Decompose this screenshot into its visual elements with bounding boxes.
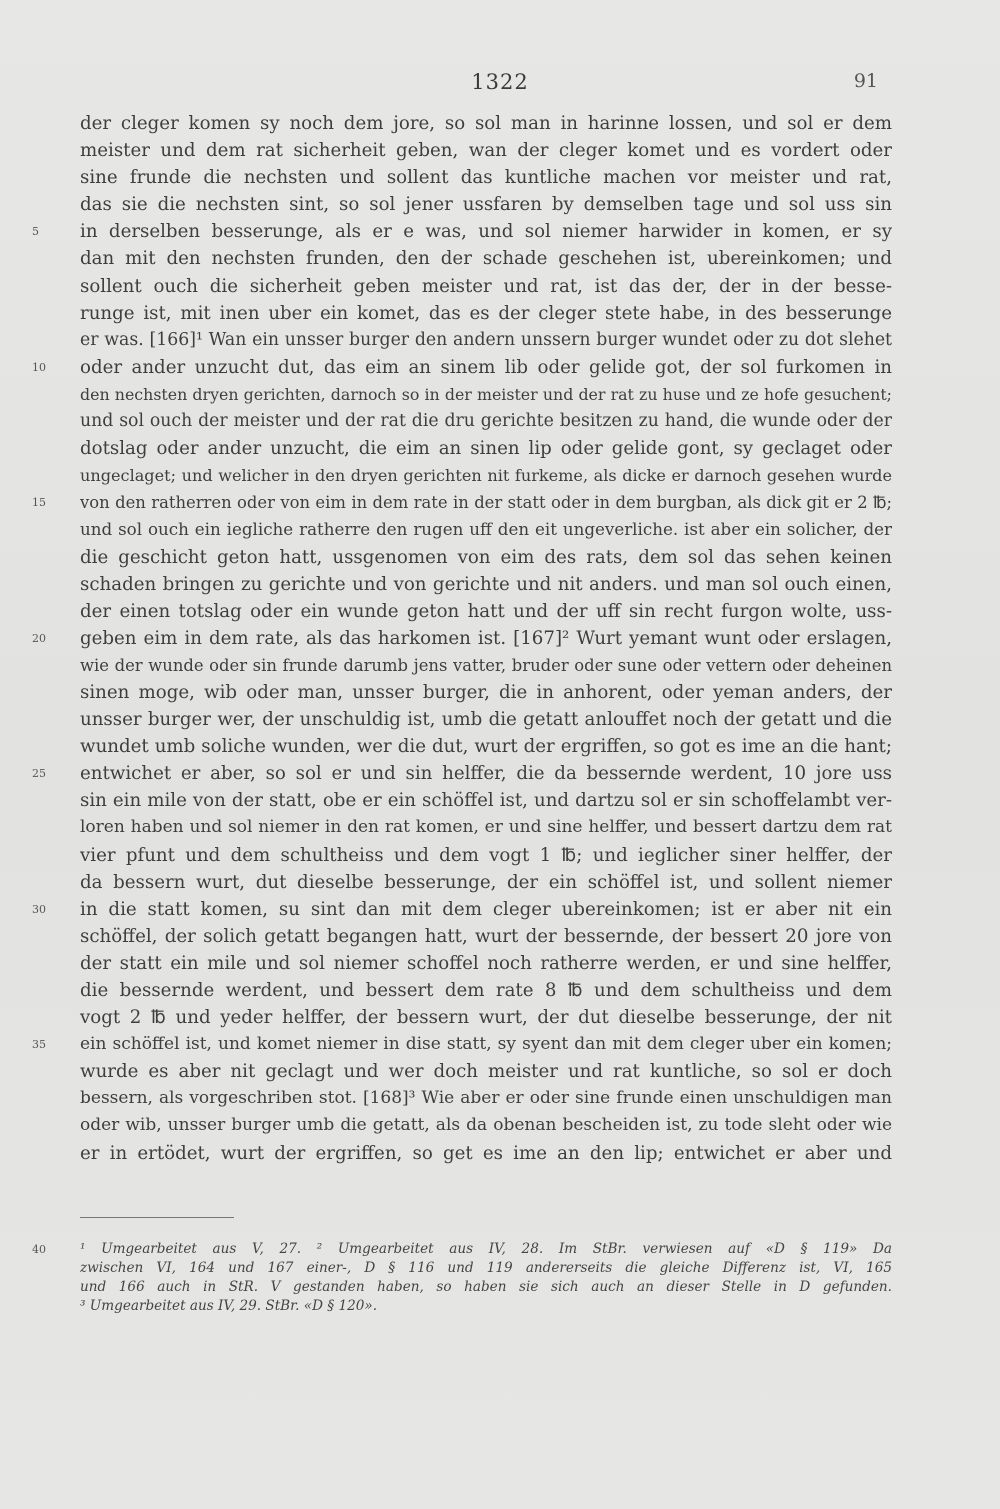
text-line: meister und dem rat sicherheit geben, wan der cleger komet und es vordert oder: [80, 140, 892, 162]
text-line-numbered: [32, 218, 892, 245]
footnotes-block: [32, 1240, 892, 1316]
text-line-content: in derselben besserunge, als er e was, und sol niemer harwider in komen, er sy: [80, 221, 892, 243]
text-line: der cleger komen sy noch dem jore, so sol man in harinne lossen, und sol er dem: [80, 113, 892, 134]
text-line-content: oder ander unzucht dut, das eim an sinem lib oder gelide got, der sol furkomen in: [80, 356, 892, 378]
text-line: dan mit den nechsten frunden, den der schade geschehen ist, ubereinkomen; und: [80, 248, 892, 270]
text-line-content: von den ratherren oder von eim in dem rate in der statt oder in dem burgban, als dick git er 2 ℔;: [80, 493, 892, 513]
text-line: schöffel, der solich getatt begangen hatt, wurt der bessernde, der bessert 20 jore von: [80, 925, 892, 947]
text-line: runge ist, mit inen uber ein komet, das es der cleger stete habe, in des besserunge: [80, 302, 892, 324]
text-line: sollent ouch die sicherheit geben meister und rat, ist das der, der in der besse-: [80, 275, 892, 297]
text-line: der einen totslag oder ein wunde geton hatt und der uff sin recht furgon wolte, uss-: [80, 600, 892, 622]
text-line: vogt 2 ℔ und yeder helffer, der bessern wurt, der dut dieselbe besserunge, der nit: [80, 1007, 892, 1029]
text-line: oder wib, unsser burger umb die getatt, als da obenan bescheiden ist, zu tode sleht oder wie: [80, 1115, 892, 1136]
line-number: 5: [32, 225, 39, 239]
footnote-line: zwischen VI, 164 und 167 einer-, D § 116 und 119 andererseits die gleiche Differenz ist, VI, 165: [80, 1260, 892, 1276]
text-line: wurde es aber nit geclagt und wer doch meister und rat kuntliche, so sol er doch: [80, 1061, 892, 1083]
text-line: unsser burger wer, der unschuldig ist, umb die getatt anlouffet noch der getatt und die: [80, 709, 892, 731]
text-line: schaden bringen zu gerichte und von gerichte und nit anders. und man sol ouch einen,: [80, 573, 892, 595]
text-line-content: ein schöffel ist, und komet niemer in dise statt, sy syent dan mit dem cleger uber ein komen;: [80, 1034, 892, 1055]
text-line: loren haben und sol niemer in den rat komen, er und sine helffer, und bessert dartzu dem rat: [80, 817, 892, 838]
text-line-content: entwichet er aber, so sol er und sin helffer, die da bessernde werdent, 10 jore uss: [80, 763, 892, 785]
text-line-numbered: [32, 896, 892, 923]
text-line: sinen moge, wib oder man, unsser burger, die in anhorent, oder yeman anders, der: [80, 681, 892, 703]
text-line: er was. [166]¹ Wan ein unsser burger den andern unssern burger wundet oder zu dot slehet: [80, 329, 892, 350]
text-line: dotslag oder ander unzucht, die eim an sinen lip oder gelide gont, sy geclaget oder: [80, 438, 892, 460]
text-line: er in ertödet, wurt der ergriffen, so get es ime an den lip; entwichet er aber und: [80, 1142, 892, 1164]
text-line: und sol ouch ein iegliche ratherre den rugen uff den eit ungeverliche. ist aber ein solicher, der: [80, 519, 892, 540]
text-line: sine frunde die nechsten und sollent das kuntliche machen vor meister und rat,: [80, 167, 892, 189]
text-line-content: in die statt komen, su sint dan mit dem cleger ubereinkomen; ist er aber nit ein: [80, 898, 892, 920]
text-line: die bessernde werdent, und bessert dem rate 8 ℔ und dem schultheiss und dem: [80, 980, 892, 1001]
text-line: ungeclaget; und welicher in den dryen gerichten nit furkeme, als dicke er darnoch gesehen wurde: [80, 466, 892, 486]
text-line: wie der wunde oder sin frunde darumb jens vatter, bruder oder sune oder vettern oder deheinen: [80, 655, 892, 675]
line-number: 25: [32, 767, 46, 781]
text-line: der statt ein mile und sol niemer schoffel noch ratherre werden, er und sine helffer,: [80, 952, 892, 974]
footnote-divider: [80, 1217, 234, 1218]
footnote-line-numbered: [32, 1240, 892, 1259]
line-number: 20: [32, 631, 46, 645]
line-number: 35: [32, 1038, 46, 1052]
footnote-line-content: ¹ Umgearbeitet aus V, 27. ² Umgearbeitet aus IV, 28. Im StBr. verwiesen auf «D § 119» Da: [80, 1241, 892, 1257]
footnote-line: ³ Umgearbeitet aus IV, 29. StBr. «D § 120».: [80, 1298, 378, 1314]
text-line: wundet umb soliche wunden, wer die dut, wurt der ergriffen, so got es ime an die hant;: [80, 736, 892, 758]
page-number: 91: [853, 70, 878, 92]
text-line: den nechsten dryen gerichten, darnoch so in der meister und der rat zu huse und ze hofe gesuchent;: [80, 384, 892, 404]
text-line: sin ein mile von der statt, obe er ein schöffel ist, und dartzu sol er sin schoffelambt ver-: [80, 790, 892, 812]
text-line: vier pfunt und dem schultheiss und dem vogt 1 ℔; und ieglicher siner helffer, der: [80, 844, 892, 866]
text-line: da bessern wurt, dut dieselbe besserunge, der ein schöffel ist, und sollent niemer: [80, 871, 892, 893]
line-number: 10: [32, 360, 46, 374]
text-line-numbered: [32, 1031, 892, 1058]
text-line: und sol ouch der meister und der rat die dru gerichte besitzen zu hand, die wunde oder der: [80, 411, 892, 432]
text-line-numbered: [32, 625, 892, 652]
text-line-numbered: [32, 354, 892, 381]
line-number: 40: [32, 1243, 46, 1256]
text-line: die geschicht geton hatt, ussgenomen von eim des rats, dem sol das sehen keinen: [80, 546, 892, 568]
line-number: 30: [32, 902, 46, 916]
text-line-numbered: [32, 760, 892, 787]
footnote-line: und 166 auch in StR. V gestanden haben, so haben sie sich auch an dieser Stelle in D gefunden.: [80, 1279, 892, 1295]
line-number: 15: [32, 496, 46, 510]
text-line-numbered: [32, 489, 892, 516]
main-text-block: [32, 110, 892, 1167]
text-line: bessern, als vorgeschriben stot. [168]³ Wie aber er oder sine frunde einen unschuldigen man: [80, 1088, 892, 1109]
page-header-year: 1322: [471, 70, 529, 94]
text-line: das sie die nechsten sint, so sol jener ussfaren by demselben tage und sol uss sin: [80, 194, 892, 216]
text-line-content: geben eim in dem rate, als das harkomen ist. [167]² Wurt yemant wunt oder erslagen,: [80, 627, 892, 649]
